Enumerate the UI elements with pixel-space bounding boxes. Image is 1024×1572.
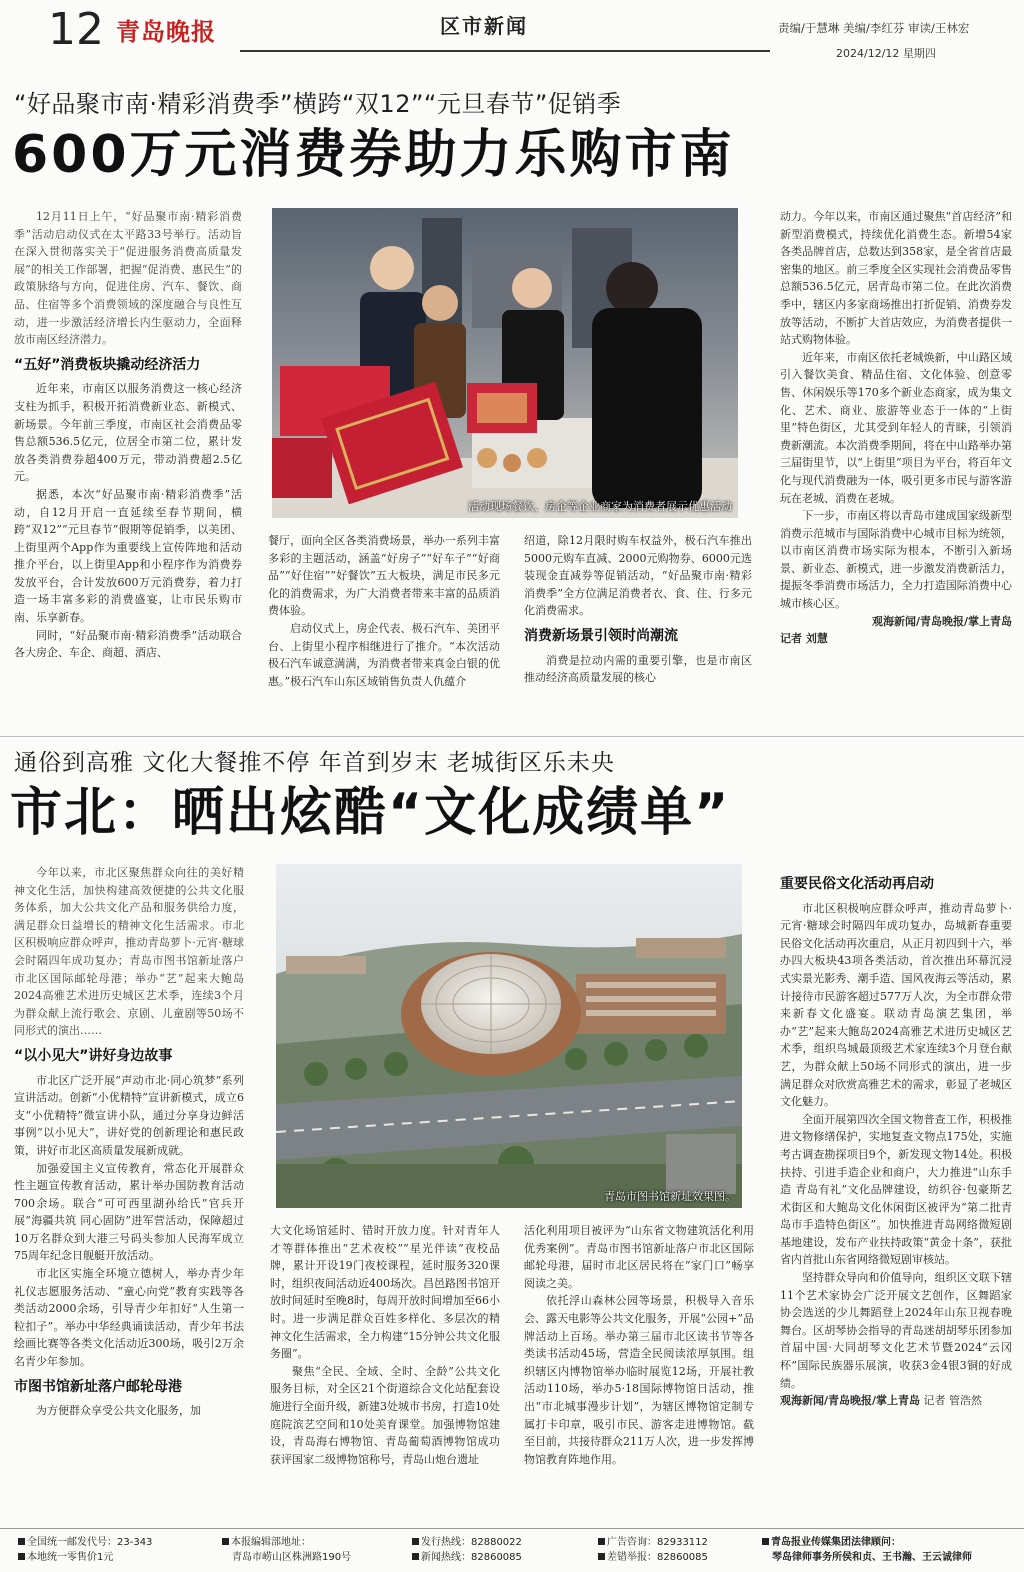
- distribution-hotline: 发行热线：82880022: [421, 1537, 522, 1548]
- story1-kicker: “好品聚市南·精彩消费季”横跨“双12”“元旦春节”促销季: [14, 90, 622, 118]
- paragraph: 市北区积极响应群众呼声，推动青岛萝卜·元宵·糖球会时隔四年成功复办，岛城新春重要民俗文化活动再次重启，从正月初四到十六，举办四大板块43项各类活动，首次推出环幕沉浸式实景光影秀、潮手造、国风夜海云等活动，累计接待市民游客超过577万人次，为全市群众带来新春文化盛宴。联动青岛演艺集团，举办“艺”起来大鲍岛2024高雅艺术进历史城区艺术季，组织鸟城最顶级艺术家连续3个月登台献艺，为群众献上50场不同形式的演出，进一步满足群众对欣赏高雅艺术的需求，彰显了老城区文化魅力。: [780, 901, 1012, 1109]
- paragraph: 启动仪式上，房企代表、极石汽车、美团平台、上街里小程序相继进行了推介。“本次活动极石汽车诚意满满，为消费者带来真金白银的优惠。”极石汽车山东区域销售负责人仇蕴介: [268, 621, 500, 688]
- subheading: 重要民俗文化活动再启动: [780, 876, 934, 892]
- paragraph: 大文化场馆延时、错时开放力度。针对青年人才等群体推出“艺术夜校”“星光伴读”夜校品牌，累计开设19门夜校课程，延时服务320课时，组织夜间活动近400场次。昌邑路图书馆开放时间延时至晚8时，每周开放时间增加至66小时。进一步满足群众百姓多样化、多层次的精神文化生活需求，全力构建“15分钟公共文化服务圈”。: [270, 1224, 500, 1361]
- paragraph: 聚焦“全民、全域、全时、全龄”公共文化服务目标，对全区21个街道综合文化站配套设施进行全面升级，新建3处城市书房，打造10处庭院滨艺空间和10处美育课堂。加强博物馆建设，青岛海右博物馆、青岛葡萄酒博物馆成功获评国家二级博物馆称号，青岛山炮台遗址: [270, 1364, 500, 1466]
- address-label: 本报编辑部地址：: [231, 1537, 311, 1548]
- story2-column-4: [780, 876, 1012, 1522]
- legal-counsel-label: 青岛报业传媒集团法律顾问：: [771, 1537, 901, 1548]
- byline: [780, 613, 1012, 631]
- story1-column-4: [780, 208, 1012, 728]
- story2-column-3: [524, 1222, 754, 1522]
- story-divider: [0, 736, 1024, 737]
- subheading: 市图书馆新址落户邮轮母港: [14, 1378, 182, 1395]
- page-number: 12: [48, 4, 104, 55]
- paragraph: 动力。今年以来，市南区通过聚焦“首店经济”和新型消费模式，持续优化消费生态。新增54家各类品牌首店，总数达到358家，是全省首店最密集的地区。前三季度全区实现社会消费品零售总额536.5亿元，居青岛市第二位。在此次消费季中，辖区内多家商场推出打折促销、消费券发放等活动，不断扩大首店效应，为消费者提供一站式购物体验。: [780, 210, 1012, 347]
- square-bullet-icon: [18, 1538, 25, 1545]
- footer-postal: [18, 1535, 152, 1565]
- retail-price: 本地统一零售价1元: [27, 1552, 114, 1563]
- subheading: 消费新场景引领时尚潮流: [524, 627, 678, 644]
- footer-address: [222, 1535, 351, 1565]
- story1-photo-caption: 活动现场餐饮、房企等企业商家为消费者展示优惠活动: [468, 500, 732, 513]
- footer-bar: [0, 1528, 1024, 1572]
- editors-credit: 责编/于慧琳 美编/李红芬 审读/王林宏: [778, 21, 970, 35]
- story2-column-2: [270, 1222, 500, 1522]
- paragraph: 绍道，除12月限时购车权益外，极石汽车推出5000元购车直减、2000元购物券、6000元选装现金直减券等促销活动，“好品聚市南·精彩消费季”全方位满足消费者衣、食、住、行多元化消费需求。: [524, 534, 752, 618]
- legal-counsel-names: 琴岛律师事务所侯和贞、王书瀚、王云诚律师: [772, 1552, 972, 1563]
- library-rendering-illustration: [276, 864, 742, 1208]
- story2-headline: 市北：晒出炫酷“文化成绩单”: [10, 783, 731, 843]
- square-bullet-icon: [222, 1538, 229, 1545]
- subheading: “五好”消费板块撬动经济活力: [14, 356, 201, 373]
- footer-legal: [762, 1535, 972, 1565]
- paragraph: 市北区实施全环境立德树人，举办青少年礼仪志愿服务活动、“童心向党”教育实践等各类活动2000余场，引导青少年扣好“人生第一粒扣子”。举办中华经典诵读活动，青少年书法绘画比赛等各类文化活动近300场，吸引2万余名青少年参加。: [14, 1267, 244, 1369]
- story2-column-1: [14, 864, 244, 1520]
- paragraph: 依托浮山森林公园等场景，积极导入音乐会、露天电影等公共文化服务，开展“公园+”品牌活动上百场。举办第三届市北区读书节等各类读书活动45场，营造全民阅读浓厚氛围。组织辖区内博物馆举办临时展览12场，开展社教活动110场，举办5·18国际博物馆日活动，推出“市北城事漫步计划”，为辖区博物馆定制专属打卡印章，吸引市民、游客走进博物馆。截至目前，共接待群众211万人次，进一步发挥博物馆教育阵地作用。: [524, 1294, 754, 1466]
- square-bullet-icon: [412, 1553, 419, 1560]
- postal-code: 全国统一邮发代号：23-343: [27, 1537, 153, 1548]
- square-bullet-icon: [598, 1538, 605, 1545]
- byline-source: 观海新闻/青岛晚报/掌上青岛: [871, 614, 1012, 628]
- story2-kicker: 通俗到高雅 文化大餐推不停 年首到岁末 老城街区乐未央: [14, 750, 615, 776]
- story2-photo: [276, 864, 742, 1208]
- paragraph: 12月11日上午，“好品聚市南·精彩消费季”活动启动仪式在太平路33号举行。活动旨在深入贯彻落实关于“促进服务消费高质量发展”的相关工作部署，把握“促消费、惠民生”的政策脉络与方向，促进住房、汽车、餐饮、商品、住宿等多个消费领域的深度融合与良性互动，进一步激活经济增长内生驱动力，全面释放市南区经济潜力。: [14, 210, 242, 347]
- subheading: “以小见大”讲好身边故事: [14, 1047, 173, 1064]
- paragraph: 近年来，市南区以服务消费这一核心经济支柱为抓手，积极开拓消费新业态、新模式、新场景。今年前三季度，市南区社会消费品零售总额536.5亿元，位居全市第二位，累计发放各类消费券超400万元，带动消费超2.5亿元。: [14, 382, 242, 484]
- byline-reporter: 记者 刘慧: [780, 632, 828, 646]
- section-title: 区市新闻: [440, 14, 528, 38]
- story1-column-2: [268, 532, 500, 728]
- paragraph: 坚持群众导向和价值导向，组织区文联下辖11个艺术家协会广泛开展文艺创作，区舞蹈家协会选送的少儿舞蹈登上2024年山东卫视春晚舞台。区胡琴协会指导的青岛迷胡胡琴乐团参加首届中国·大同胡琴文化艺术节暨2024“云冈杯”国际民族器乐展演，收获3金4银3铜的好成绩。: [780, 1271, 1012, 1390]
- story1-headline: 600万元消费券助力乐购市南: [12, 125, 735, 185]
- paragraph: 全面开展第四次全国文物普查工作，积极推进文物修缮保护，实地复查文物点175处，实施考古调查勘探项目9个，新发现文物14处。积极扶持、引进手造企业和商户，大力推进“山东手造 青岛有礼”文化品牌建设，纺织谷·包豪斯艺术街区和大鲍岛文化休闲街区被评为“第二批青岛市手造特色街区”。加快推进青岛网络微短剧基地建设，发布产业扶持政策“黄金十条”，获批省内首批山东省网络微短剧审核站。: [780, 1112, 1012, 1267]
- footer-ads: [598, 1535, 708, 1565]
- news-hotline: 新闻热线：82860085: [421, 1552, 522, 1563]
- square-bullet-icon: [598, 1553, 605, 1560]
- paragraph: 同时，“好品聚市南·精彩消费季”活动联合各大房企、车企、商超、酒店、: [14, 628, 242, 660]
- paragraph: 下一步，市南区将以青岛市建成国家级新型消费示范城市与国际消费中心城市目标为统领，以市南区消费市场实际为根本，不断引入新场景、新业态、新模式，进一步激发消费新活力，提振冬季消费市场活力，全力打造国际消费中心城市核心区。: [780, 509, 1012, 611]
- paragraph: 活化利用项目被评为“山东省文物建筑活化利用优秀案例”。青岛市图书馆新址落户市北区国际邮轮母港，届时市北区居民将在“家门口”畅享阅读之美。: [524, 1224, 754, 1290]
- paragraph: 据悉，本次“好品聚市南·精彩消费季”活动，自12月开启一直延续至春节期间，横跨“双12”“元旦春节”假期等促销季，以美团、上街里两个App作为重要线上宣传阵地和活动推介平台，以上街里App和小程序作为消费券发放平台，合计发放600万元消费券，着力打造一场丰富多彩的消费盛宴，让市民乐购市南、乐享新春。: [14, 487, 242, 625]
- paragraph: 为方便群众享受公共文化服务，加: [36, 1404, 201, 1418]
- paragraph: 加强爱国主义宣传教育，常态化开展群众性主题宣传教育活动，累计举办国防教育活动700余场。联合“可可西里湖孙给氏”官兵开展“海疆共筑 同心固防”进军营活动，保障超过10万名群众到大港三号码头参加人民海军成立75周年纪念日舰艇开放活动。: [14, 1161, 244, 1263]
- story1-column-3: [524, 532, 752, 728]
- byline: [780, 1392, 1012, 1410]
- paragraph: 近年来，市南区依托老城焕新，中山路区域引入餐饮美食、精品住宿、文化体验、创意零售、休闲娱乐等170多个新业态商家，成为集文化、艺术、商业、旅游等业态于一体的“上街里”特色街区，尤其受到年轻人的青睐，引领消费新潮流。本次消费季期间，将在中山路举办第三届街里节，以“上街里”项目为平台，将百年文化与现代消费融为一体，吸引更多市民与游客游玩在老城、消费在老城。: [780, 350, 1012, 505]
- footer-hotlines: [412, 1535, 522, 1565]
- byline-reporter: 记者 管浩然: [923, 1394, 983, 1408]
- paragraph: 餐厅，面向全区各类消费场景，举办一系列丰富多彩的主题活动，涵盖“好房子”“好车子”“好商品”“好住宿”“好餐饮”五大板块，满足市民多元化的消费需求，为广大消费者带来丰富的品质消费体验。: [268, 534, 500, 618]
- byline-source: 观海新闻/青岛晚报/掌上青岛: [780, 1394, 921, 1408]
- square-bullet-icon: [18, 1553, 25, 1560]
- square-bullet-icon: [762, 1538, 769, 1545]
- paragraph: 市北区广泛开展“声动市北·同心筑梦”系列宣讲活动。创新“小优精特”宣讲新模式，成立6支“小优精特”微宣讲小队，通过分享身边鲜活事例“以小见大”，讲好党的创新理论和惠民政策，讲好市北区高质量发展新成就。: [14, 1073, 244, 1157]
- event-photo-illustration: [272, 208, 738, 518]
- paragraph: 今年以来，市北区聚焦群众向往的美好精神文化生活，加快构建高效便捷的公共文化服务体系，加大公共文化产品和服务供给力度，满足群众日益增长的精神文化生活需求。市北区积极响应群众呼声，推动青岛萝卜·元宵·糖球会时隔四年成功复办；青岛市图书馆新址落户市北区国际邮轮母港；举办“艺”起来大鲍岛2024高雅艺术进历史城区艺术季，连续3个月为群众献上流行歌会、京剧、儿童剧等50场不同形式的演出……: [14, 866, 244, 1038]
- story2-photo-caption: 青岛市图书馆新址效果图。: [604, 1190, 736, 1203]
- paragraph: 消费是拉动内需的重要引擎，也是市南区推动经济高质量发展的核心: [524, 653, 752, 685]
- newspaper-logo: 青岛晚报: [116, 17, 216, 46]
- story1-column-1: [14, 208, 242, 728]
- issue-date: 2024/12/12 星期四: [836, 47, 936, 60]
- masthead-rule: [240, 50, 770, 52]
- square-bullet-icon: [412, 1538, 419, 1545]
- address-value: 青岛市崂山区株洲路190号: [232, 1552, 352, 1563]
- story1-photo: [272, 208, 738, 518]
- error-report: 差错举报：82860085: [607, 1552, 708, 1563]
- ad-inquiry: 广告咨询：82933112: [607, 1537, 708, 1548]
